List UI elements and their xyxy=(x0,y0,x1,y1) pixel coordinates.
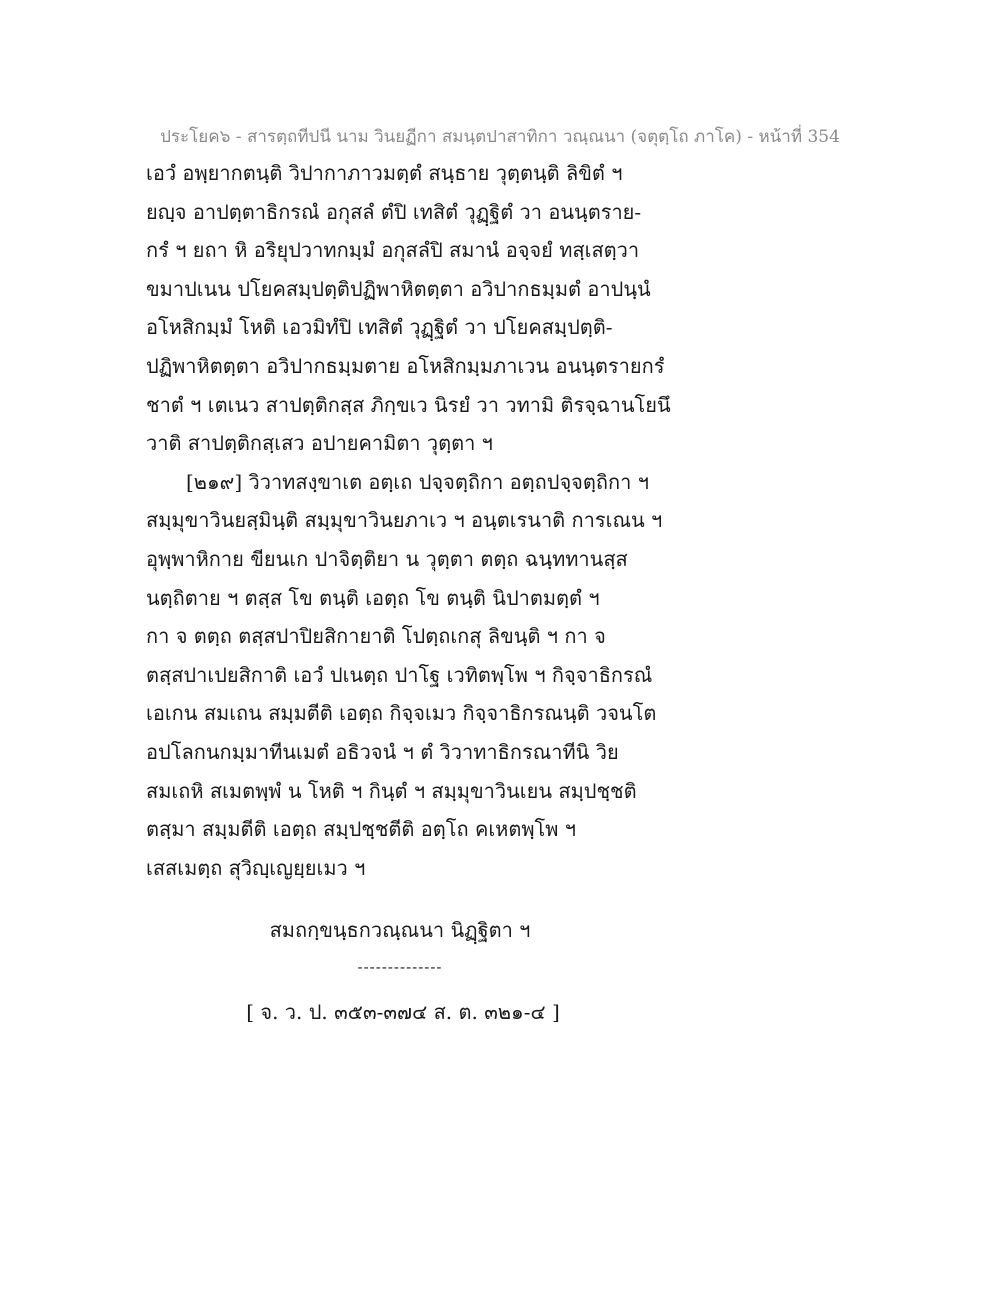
text-line: ตสฺสปาเปยสิกาติ เอวํ ปเนตฺถ ปาโฐ เวทิตพฺโพ ฯ กิจฺจาธิกรณํ xyxy=(146,662,653,687)
section-end-title: สมถกฺขนฺธกวณฺณนา นิฏฺฐิตา ฯ xyxy=(269,918,531,942)
reference-note: [ จ. ว. ป. ๓๕๓-๓๗๔ ส. ต. ๓๒๑-๔ ] xyxy=(246,1000,560,1024)
text-line: ปฏิพาหิตตฺตา อวิปากธมฺมตาย อโหสิกมฺมภาเวน อนนฺตรายกรํ xyxy=(146,353,665,378)
text-line: เอวํ อพฺยากตนฺติ วิปากาภาวมตฺตํ สนฺธาย วุตฺตนฺติ ลิขิตํ ฯ xyxy=(146,161,623,185)
text-line: ยญฺจ อาปตฺตาธิกรณํ อกุสลํ ตํปิ เทสิตํ วุฏฺฐิตํ วา อนนฺตราย- xyxy=(146,199,642,224)
paragraph-start-line: [๒๑๙] วิวาทสงฺขาเต อตฺเถ ปจฺจตฺถิกา อตฺถปจฺจตฺถิกา ฯ xyxy=(186,469,649,494)
text-line: อุพฺพาหิกาย ขียนเก ปาจิตฺติยา น วุตฺตา ตตฺถ ฉนฺททานสฺส xyxy=(146,546,628,571)
text-line: เอเกน สมเถน สมฺมตีติ เอตฺถ กิจฺจเมว กิจฺจาธิกรณนฺติ วจนโต xyxy=(146,701,657,726)
text-line: นตฺถิตาย ฯ ตสฺส โข ตนฺติ เอตฺถ โข ตนฺติ นิปาตมตฺตํ ฯ xyxy=(146,585,600,610)
text-line: สมฺมุขาวินยสฺมินฺติ สมฺมุขาวินยภาเว ฯ อนฺตเรนาติ การเณน ฯ xyxy=(146,508,663,533)
text-line: สมเถหิ สเมตพฺพํ น โหติ ฯ กินฺตํ ฯ สมฺมุขาวินเยน สมฺปชฺชติ xyxy=(146,778,637,803)
text-line: ตสฺมา สมฺมตีติ เอตฺถ สมฺปชฺชตีติ อตฺโถ คเหตพฺโพ ฯ xyxy=(146,817,577,842)
text-line: อโหสิกมฺมํ โหติ เอวมิทํปิ เทสิตํ วุฏฺฐิตํ วา ปโยคสมฺปตฺติ- xyxy=(146,315,613,340)
text-line: วาติ สาปตฺติกสฺเสว อปายคามิตา วุตฺตา ฯ xyxy=(146,431,493,456)
text-line: กรํ ฯ ยถา หิ อริยุปวาทกมฺมํ อกุสลํปิ สมานํ อจฺจยํ ทสฺเสตฺวา xyxy=(146,238,640,263)
text-line: เสสเมตฺถ สุวิญฺเญยฺยเมว ฯ xyxy=(146,855,366,880)
running-header: ประโยค๖ - สารตฺถทีปนี นาม วินยฏีกา สมนฺตปาสาทิกา วณฺณนา (จตุตฺโถ ภาโค) - หน้าที่ 354 xyxy=(160,127,840,147)
body-text xyxy=(146,158,706,891)
text-line: ขมาปเนน ปโยคสมฺปตฺติปฏิพาหิตตฺตา อวิปากธมฺมตํ อาปนฺนํ xyxy=(146,276,651,301)
text-line: กา จ ตตฺถ ตสฺสปาปิยสิกายาติ โปตฺถเกสุ ลิขนฺติ ฯ กา จ xyxy=(146,624,606,649)
text-line: อปโลกนกมฺมาทีนเมตํ อธิวจนํ ฯ ตํ วิวาทาธิกรณาทีนิ วิย xyxy=(146,739,619,764)
separator-line: -------------- xyxy=(357,958,443,976)
text-line: ชาตํ ฯ เตเนว สาปตฺติกสฺส ภิกฺขเว นิรยํ วา วทามิ ติรจฺฉานโยนึ xyxy=(146,392,671,417)
